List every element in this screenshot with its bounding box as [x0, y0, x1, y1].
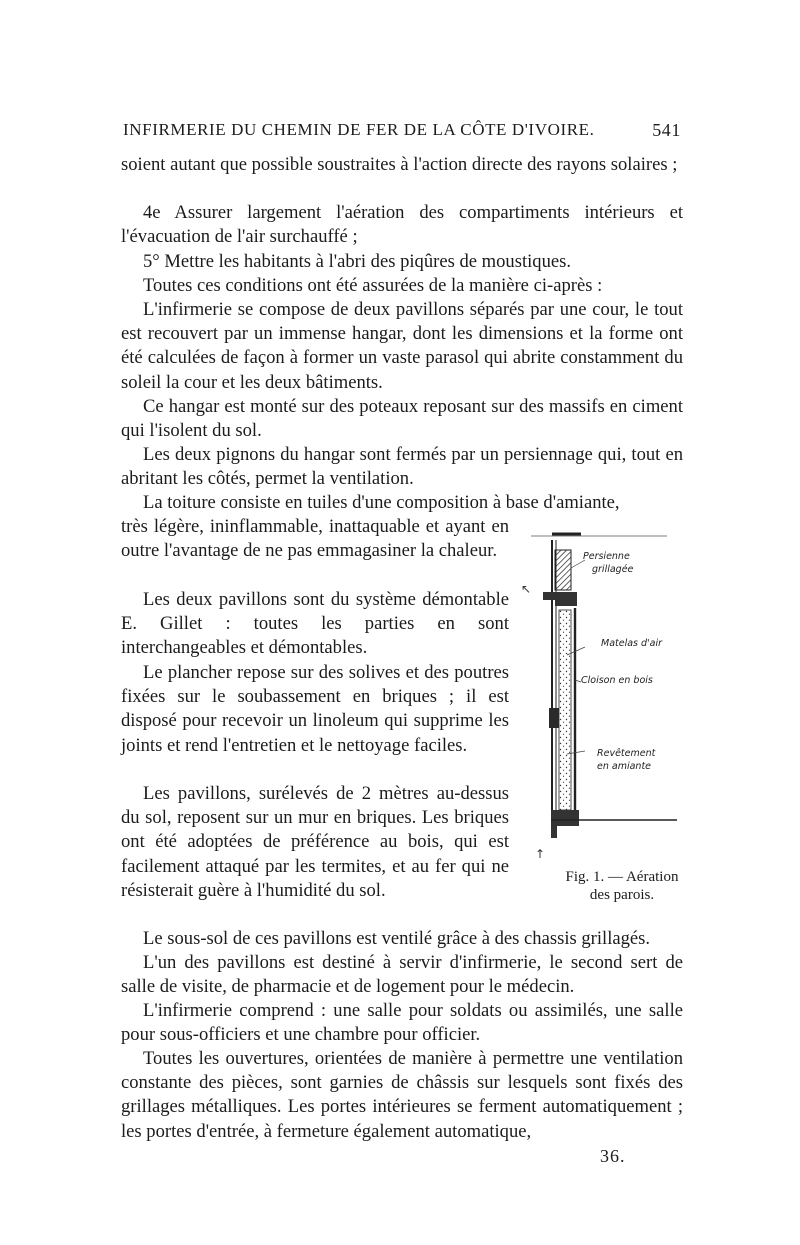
paragraph-11: Les pavillons, surélevés de 2 mètres au-dessus du sol, reposent sur un mur en briques. Les briques ont été adoptées de préférence au bois, qui est facilement attaqué par les termites, et au fer qui ne résisterait guère à l'humidité du sol.: [121, 783, 509, 901]
asbestos-lining: [559, 610, 571, 810]
paragraph-7: Les deux pignons du hangar sont fermés par un persiennage qui, tout en abritant les côtés, permet la ventilation.: [121, 444, 683, 490]
figure-caption: [532, 868, 712, 904]
paragraph-13: L'un des pavillons est destiné à servir d'infirmerie, le second sert de salle de visite, de pharmacie et de logement pour le médecin.: [121, 952, 683, 998]
paragraph-10: Le plancher repose sur des solives et des poutres fixées sur le soubassement en briques ; il est disposé pour recevoir un linoleum qui supprime les joints et rend l'entretien et le nettoyage faciles.: [121, 662, 509, 756]
paragraph-3: 5° Mettre les habitants à l'abri des piqûres de moustiques.: [143, 251, 572, 272]
label-persienne-line1: Persienne: [583, 551, 630, 562]
page-number: 541: [652, 120, 681, 140]
paragraph-6: Ce hangar est monté sur des poteaux reposant sur des massifs en ciment qui l'isolent du sol.: [121, 396, 683, 442]
paragraph-9: Les deux pavillons sont du système démontable E. Gillet : toutes les parties en sont interchangeables et démontables.: [121, 589, 509, 659]
paragraph-5: L'infirmerie se compose de deux pavillons séparés par une cour, le tout est recouvert par un immense hangar, dont les dimensions et la forme ont été calculées de façon à former un vaste parasol qui abrite constamment du soleil la cour et les deux bâtiments.: [121, 299, 683, 393]
paragraph-12: Le sous-sol de ces pavillons est ventilé grâce à des chassis grillagés.: [143, 928, 651, 949]
paragraph-8-cont: très légère, ininflammable, inattaquable et ayant en outre l'avantage de ne pas emmagasiner la chaleur.: [121, 516, 509, 562]
running-header: [123, 120, 681, 146]
figure-caption-line1: Fig. 1. — Aération: [565, 869, 679, 885]
arrow-mark-bottom: ↑: [535, 847, 546, 861]
label-persienne-line2: grillagée: [592, 564, 634, 575]
wall-section-figure: [517, 520, 689, 920]
label-revetement-line1: Revêtement: [597, 748, 656, 759]
louvre-grill: [555, 550, 571, 590]
paragraph-4: Toutes ces conditions ont été assurées de la manière ci-après :: [143, 275, 603, 296]
arrow-mark-top: ↖: [521, 582, 532, 596]
wall-plate: [543, 592, 577, 606]
paragraph-15: Toutes les ouvertures, orientées de manière à permettre une ventilation constante des pièces, sont garnies de châssis sur lesquels sont fixés des grillages métalliques. Les portes intérieures se ferment automatiquement ; les portes d'entrée, à fermeture également automatique,: [121, 1048, 683, 1142]
paragraph-1: soient autant que possible soustraites à l'action directe des rayons solaires ;: [121, 154, 678, 175]
label-revetement-line2: en amiante: [597, 761, 652, 772]
paragraph-8-start: La toiture consiste en tuiles d'une composition à base d'amiante,: [143, 492, 620, 513]
mid-rail: [549, 708, 559, 728]
signature-mark: 36.: [600, 1146, 626, 1166]
label-cloison: Cloison en bois: [581, 675, 653, 686]
figure-caption-line2: des parois.: [589, 887, 655, 903]
paragraph-14: L'infirmerie comprend : une salle pour soldats ou assimilés, une salle pour sous-officiers et une chambre pour officier.: [121, 1000, 683, 1046]
label-matelas: Matelas d'air: [601, 638, 663, 649]
running-title: INFIRMERIE DU CHEMIN DE FER DE LA CÔTE D'IVOIRE.: [123, 120, 595, 139]
paragraph-2: 4e Assurer largement l'aération des compartiments intérieurs et l'évacuation de l'air surchauffé ;: [121, 202, 683, 248]
floor-sill: [551, 810, 579, 838]
